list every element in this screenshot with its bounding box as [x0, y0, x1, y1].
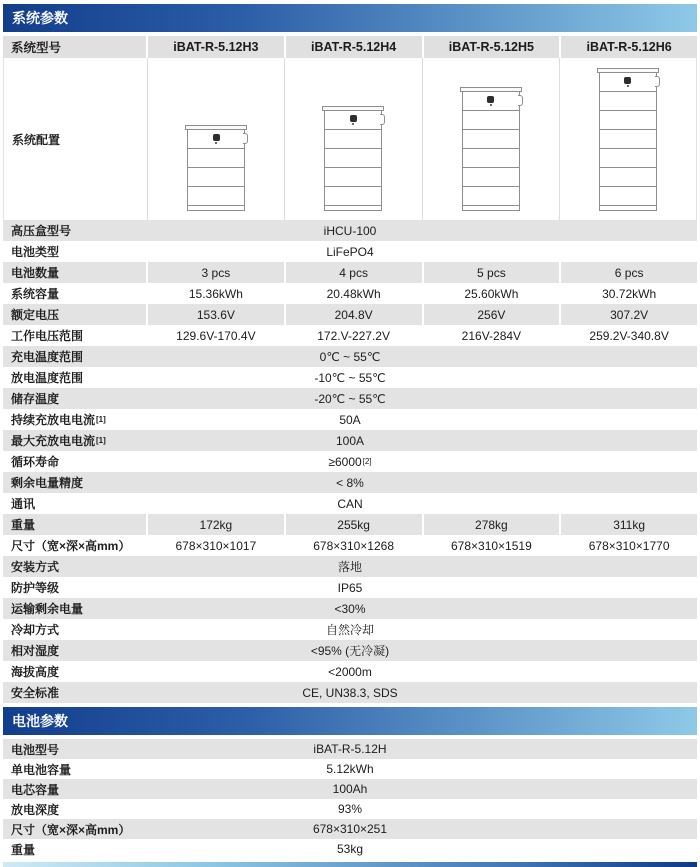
battery-module	[324, 130, 382, 149]
spec-row-value: 6 pcs	[561, 262, 697, 283]
spec-row-value: 25.60kWh	[464, 286, 519, 301]
spec-row-value: ≥6000 [2]	[328, 454, 372, 469]
spec-row-value: 307.2V	[561, 304, 697, 325]
battery-module	[462, 149, 520, 168]
spec-row-value: 678×310×1519	[450, 538, 532, 553]
spec-row-value: 50A	[339, 412, 361, 427]
spec-row-label: 高压盒型号	[3, 220, 146, 241]
spec-row	[3, 451, 697, 472]
battery-module	[462, 187, 520, 206]
spec-row-label: 通讯	[11, 497, 36, 511]
battery-module	[599, 130, 657, 149]
spec-row-label: 冷却方式	[11, 623, 60, 637]
spec-row-value: CE, UN38.3, SDS	[302, 685, 398, 700]
spec-row	[3, 759, 697, 779]
spec-row	[3, 304, 697, 325]
spec-row-value: IP65	[337, 580, 363, 595]
spec-row	[3, 472, 697, 493]
model-column-header: iBAT-R-5.12H3	[148, 36, 284, 58]
status-dot-icon	[352, 123, 354, 125]
status-dot-icon	[215, 142, 217, 144]
spec-row-label: 海拔高度	[11, 665, 60, 679]
battery-tower-drawing	[324, 106, 382, 211]
battery-module	[324, 168, 382, 187]
status-dot-icon	[627, 85, 629, 87]
system-spec-rows	[3, 220, 697, 703]
battery-module	[599, 92, 657, 111]
battery-module	[599, 111, 657, 130]
tower-handle	[243, 133, 248, 144]
battery-spec-rows	[3, 739, 697, 859]
battery-module	[599, 149, 657, 168]
spec-row	[3, 819, 697, 839]
spec-row-value: 15.36kWh	[188, 286, 243, 301]
brand-logo-icon	[487, 96, 494, 103]
spec-row-value: 4 pcs	[286, 262, 422, 283]
spec-row	[3, 409, 697, 430]
spec-row-value: iHCU-100	[323, 223, 377, 238]
model-column-header: iBAT-R-5.12H4	[286, 36, 422, 58]
spec-row-label: 尺寸（宽×深×高mm）	[3, 819, 146, 839]
spec-row	[3, 514, 697, 535]
spec-row	[3, 367, 697, 388]
spec-row-value: 153.6V	[148, 304, 284, 325]
model-column-header: iBAT-R-5.12H6	[561, 36, 697, 58]
brand-logo-icon	[624, 77, 631, 84]
spec-row	[3, 682, 697, 703]
spec-row-value: 100Ah	[332, 782, 368, 796]
spec-row-value: 256V	[424, 304, 560, 325]
spec-row-label: 放电深度	[11, 802, 60, 817]
spec-row-label: 电池型号	[3, 739, 146, 759]
spec-row-value: 0℃ ~ 55℃	[319, 349, 381, 364]
spec-row	[3, 799, 697, 819]
spec-row-label: 放电温度范围	[11, 371, 84, 385]
battery-module	[324, 149, 382, 168]
system-config-cell	[559, 58, 696, 220]
brand-logo-icon	[213, 134, 220, 141]
system-config-cell	[284, 58, 421, 220]
battery-module	[187, 149, 245, 168]
system-table	[3, 36, 697, 703]
spec-row-value: 259.2V-340.8V	[589, 328, 669, 343]
spec-row	[3, 262, 697, 283]
spec-row-value: -20℃ ~ 55℃	[314, 391, 386, 406]
spec-row-value: 678×310×1770	[588, 538, 670, 553]
spec-row-value: 100A	[335, 433, 365, 448]
spec-row	[3, 388, 697, 409]
spec-row-label: 系统容量	[11, 287, 60, 301]
spec-row-value: LiFePO4	[326, 244, 374, 259]
spec-row-label: 尺寸（宽×深×高mm）	[11, 539, 131, 553]
system-table-header-row	[3, 36, 697, 58]
spec-row	[3, 839, 697, 859]
spec-row-value: 20.48kWh	[326, 286, 381, 301]
spec-row-value: 自然冷却	[325, 623, 374, 637]
spec-row-label: 电池数量	[3, 262, 146, 283]
status-dot-icon	[490, 104, 492, 106]
spec-row-value: 172kg	[148, 514, 284, 535]
config-row-label: 系统配置	[12, 132, 61, 147]
battery-table	[3, 739, 697, 859]
spec-row-label: 运输剩余电量	[3, 598, 146, 619]
spec-row-label: 循环寿命	[11, 455, 60, 469]
spec-row	[3, 661, 697, 682]
spec-row-value: < 8%	[336, 475, 364, 490]
tower-handle	[655, 76, 660, 87]
spec-row	[3, 577, 697, 598]
spec-row	[3, 430, 697, 451]
spec-row-label: 电池类型	[11, 245, 60, 259]
battery-tower-drawing	[187, 125, 245, 211]
spec-row	[3, 779, 697, 799]
battery-tower-drawing	[462, 87, 520, 211]
tower-handle	[380, 114, 385, 125]
spec-row-value: 5.12kWh	[326, 762, 374, 776]
spec-row-label: 充电温度范围	[3, 346, 146, 367]
tower-base	[462, 206, 520, 211]
spec-row-label: 重量	[3, 514, 146, 535]
spec-row	[3, 739, 697, 759]
spec-row-label: 持续充放电电流 [1]	[11, 413, 106, 427]
spec-row-value: 172.V-227.2V	[317, 328, 390, 343]
tower-base	[324, 206, 382, 211]
tower-control-unit	[462, 92, 520, 111]
tower-handle	[518, 95, 523, 106]
spec-row-value: 129.6V-170.4V	[176, 328, 256, 343]
system-config-cell	[147, 58, 284, 220]
spec-row-value: 5 pcs	[424, 262, 560, 283]
spec-row-value: <2000m	[328, 664, 372, 679]
spec-row-value: 678×310×251	[312, 822, 388, 836]
spec-row-label: 储存温度	[3, 388, 146, 409]
spec-row	[3, 640, 697, 661]
spec-row-value: 678×310×1268	[313, 538, 394, 553]
battery-module	[599, 187, 657, 206]
spec-row	[3, 619, 697, 640]
spec-row-value: CAN	[337, 496, 363, 511]
spec-row-value: 93%	[337, 802, 363, 816]
spec-row-label: 防护等级	[11, 581, 60, 595]
spec-row	[3, 325, 697, 346]
spec-row-value: <30%	[334, 601, 366, 616]
spec-row-value: 678×310×1017	[175, 538, 257, 553]
system-config-cell	[422, 58, 559, 220]
tower-base	[599, 206, 657, 211]
system-section-banner	[3, 4, 697, 32]
spec-row-label: 重量	[11, 842, 36, 857]
spec-row-value: 53kg	[336, 842, 364, 856]
battery-module	[324, 187, 382, 206]
spec-row-label: 工作电压范围	[11, 329, 84, 343]
battery-module	[599, 168, 657, 187]
tower-control-unit	[324, 111, 382, 130]
model-column-header: 系统型号	[3, 36, 146, 58]
brand-logo-icon	[350, 115, 357, 122]
system-section-title: 系统参数	[12, 10, 68, 26]
battery-module	[462, 111, 520, 130]
spec-row	[3, 220, 697, 241]
battery-module	[187, 187, 245, 206]
battery-module	[462, 168, 520, 187]
spec-row-label: 额定电压	[3, 304, 146, 325]
spec-row-label: 最大充放电电流 [1]	[3, 430, 146, 451]
battery-tower-drawing	[599, 68, 657, 211]
spec-row-label: 剩余电量精度	[3, 472, 146, 493]
tower-base	[187, 206, 245, 211]
battery-section-title: 电池参数	[12, 713, 68, 729]
battery-section-banner	[3, 707, 697, 735]
spec-row-label: 电芯容量	[3, 779, 146, 799]
spec-row-value: iBAT-R-5.12H	[313, 742, 387, 756]
spec-row-value: <95% (无冷凝)	[310, 644, 390, 658]
spec-row-value: 3 pcs	[148, 262, 284, 283]
spec-row	[3, 241, 697, 262]
spec-row-value: 落地	[337, 560, 362, 574]
battery-module	[187, 168, 245, 187]
spec-row-value: 216V-284V	[461, 328, 522, 343]
spec-row-label: 安全标准	[3, 682, 146, 703]
footer-accent-bar	[3, 862, 697, 867]
tower-control-unit	[599, 73, 657, 92]
spec-row-value: -10℃ ~ 55℃	[314, 370, 386, 385]
spec-row	[3, 598, 697, 619]
model-column-header: iBAT-R-5.12H5	[424, 36, 560, 58]
tower-control-unit	[187, 130, 245, 149]
spec-row	[3, 535, 697, 556]
spec-row	[3, 283, 697, 304]
spec-row-label: 安装方式	[3, 556, 146, 577]
spec-row-value: 255kg	[286, 514, 422, 535]
spec-row	[3, 493, 697, 514]
spec-row-value: 311kg	[561, 514, 697, 535]
spec-row-value: 30.72kWh	[602, 286, 657, 301]
spec-row-value: 204.8V	[286, 304, 422, 325]
spec-row	[3, 556, 697, 577]
battery-module	[462, 130, 520, 149]
system-config-row	[3, 58, 697, 220]
spec-row-label: 单电池容量	[11, 762, 72, 777]
spec-row-value: 278kg	[424, 514, 560, 535]
spec-row-label: 相对湿度	[3, 640, 146, 661]
spec-row	[3, 346, 697, 367]
